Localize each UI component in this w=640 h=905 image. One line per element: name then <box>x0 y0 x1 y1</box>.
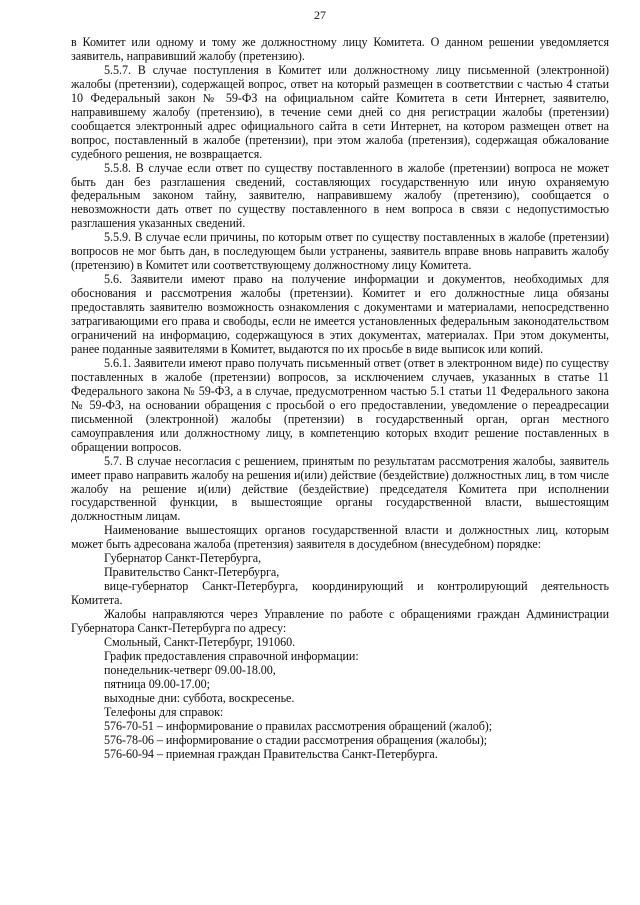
page-number: 27 <box>314 8 326 22</box>
phone-status: 576-78-06 – информирование о стадии рассмотрения обращения (жалобы); <box>104 732 488 747</box>
paragraph-5-5-9: 5.5.9. В случае если причины, по которым ответ по существу поставленных в жалобе (претензии) вопросов не мог быть дан, в последующем были устранены, заявитель вправе вновь направить жалобу (претензию) в Комитет или соответствующему должностному лицу Комитета. <box>71 230 609 273</box>
phones-heading: Телефоны для справок: <box>104 704 224 719</box>
authority-government: Правительство Санкт-Петербурга, <box>104 565 280 580</box>
schedule-friday: пятница 09.00-17.00; <box>104 676 210 691</box>
schedule-mon-thu: понедельник-четверг 09.00-18.00, <box>104 662 276 677</box>
paragraph-5-6: 5.6. Заявители имеют право на получение информации и документов, необходимых для обоснования и рассмотрения жалобы (претензии). Комитет и его должностные лица обязаны предоставлять заявителю возможность ознакомления с документами и материалами, непосредственно затрагивающими его права и свободы, если не имеется установленных федеральным законодательством ограничений на информацию, содержащуюся в этих документах, материалах. При этом документы, ранее поданные заявителями в Комитет, выдаются по их просьбе в виде выписок или копий. <box>71 272 609 356</box>
document-body <box>71 36 609 762</box>
schedule-heading: График предоставления справочной информации: <box>104 648 359 663</box>
paragraph-5-5-7: 5.5.7. В случае поступления в Комитет или должностному лицу письменной (электронной) жалобы (претензии), содержащей вопрос, ответ на который размещен в соответствии с частью 4 статьи 10 Федеральный закон № 59-ФЗ на официальном сайте Комитета в сети Интернет, заявителю, направившему жалобу (претензию), в течение семи дней со дня регистрации жалобы (претензии) сообщается электронный адрес официального сайта в сети Интернет, на котором размещен ответ на вопрос, поставленный в жалобе (претензии), при этом жалоба (претензия), содержащая обжалование судебного решения, не возвращается. <box>71 62 609 161</box>
paragraph-continuation: в Комитет или одному и тому же должностному лицу Комитета. О данном решении уведомляется заявитель, направивший жалобу (претензию). <box>71 35 609 63</box>
authority-governor: Губернатор Санкт-Петербурга, <box>104 551 262 566</box>
paragraph-5-6-1: 5.6.1. Заявители имеют право получать письменный ответ (ответ в электронном виде) по существу поставленных в жалобе (претензии) вопросов, за исключением случаев, указанных в статье 11 Федерального закона № 59-ФЗ, а в случае, предусмотренном частью 5.1 статьи 11 Федерального закона № 59-ФЗ, на основании обращения с просьбой о его предоставлении, уведомление о переадресации письменной (электронной) жалобы (претензии) в государственный орган, орган местного самоуправления или должностному лицу, в компетенцию которых входит решение поставленных в обращении вопросов. <box>71 355 609 454</box>
paragraph-5-7: 5.7. В случае несогласия с решением, принятым по результатам рассмотрения жалобы, заявитель имеет право направить жалобу на решения и(или) действие (бездействие) должностных лиц, в том числе жалобу на решение и(или) действие (бездействие) председателя Комитета при исполнении государственной функции, в вышестоящие органы государственной власти, вышестоящим должностным лицам. <box>71 453 609 524</box>
address-line: Смольный, Санкт-Петербург, 191060. <box>104 634 296 649</box>
authority-vice-governor: вице-губернатор Санкт-Петербурга, координирующий и контролирующий деятельность Комитета. <box>71 579 609 608</box>
paragraph-complaints-address: Жалобы направляются через Управление по работе с обращениями граждан Администрации Губернатора Санкт-Петербурга по адресу: <box>71 607 609 636</box>
paragraph-higher-authorities: Наименование вышестоящих органов государственной власти и должностных лиц, которым может быть адресована жалоба (претензия) заявителя в досудебном (внесудебном) порядке: <box>71 523 609 552</box>
phone-rules: 576-70-51 – информирование о правилах рассмотрения обращений (жалоб); <box>104 718 493 733</box>
phone-reception: 576-60-94 – приемная граждан Правительства Санкт-Петербурга. <box>104 746 438 761</box>
schedule-weekend: выходные дни: суббота, воскресенье. <box>104 690 295 705</box>
paragraph-5-5-8: 5.5.8. В случае если ответ по существу поставленного в жалобе (претензии) вопроса не может быть дан без разглашения сведений, составляющих государственную или иную охраняемую федеральным законом тайну, заявителю, направившему жалобу (претензию), сообщается о невозможности дать ответ по существу поставленного в нем вопроса в связи с недопустимостью разглашения указанных сведений. <box>71 160 609 231</box>
